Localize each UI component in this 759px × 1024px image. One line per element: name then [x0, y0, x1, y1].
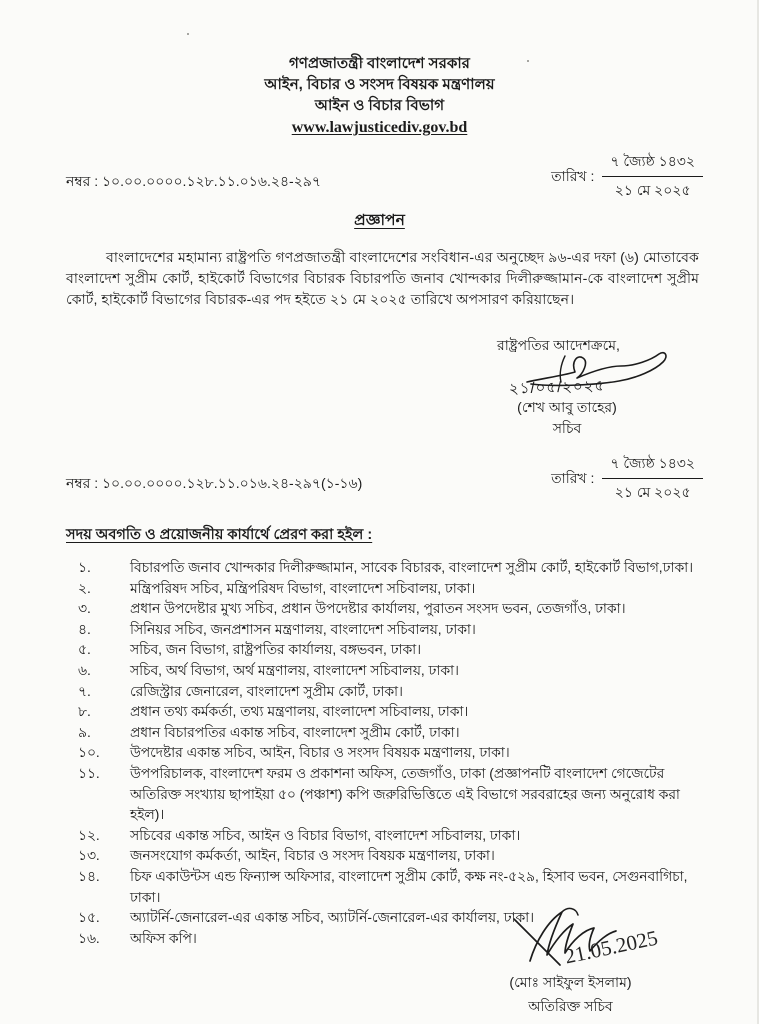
list-item	[78, 764, 715, 826]
notification-title: প্রজ্ঞাপন	[354, 212, 405, 229]
item-text: চিফ একাউন্টস এন্ড ফিন্যান্স অফিসার, বাংলাদেশ সুপ্রীম কোর্ট, কক্ষ নং-৫২৯, হিসাব ভবন, সেগুনবাগিচা, ঢাকা।	[130, 868, 688, 905]
list-item	[78, 599, 715, 620]
notification-body: বাংলাদেশের মহামান্য রাষ্ট্রপতি গণপ্রজাতন্ত্রী বাংলাদেশের সংবিধান-এর অনুচ্ছেদ ৯৬-এর দফা (৬) মোতাবেক বাংলাদেশ সুপ্রীম কোর্ট, হাইকোর্ট বিভাগের বিচারক বিচারপতি জনাব খোন্দকার দিলীরুজ্জামান-কে বাংলাদেশ সুপ্রীম কোর্ট, হাইকোর্ট বিভাগের বিচারক-এর পদ হইতে ২১ মে ২০২৫ তারিখে অপসারণ করিয়াছেন।	[66, 250, 699, 308]
handwritten-date-1: ২১/০৫/২০২৫	[508, 377, 606, 398]
item-text: প্রধান তথ্য কর্মকর্তা, তথ্য মন্ত্রণালয়, বাংলাদেশ সচিবালয়, ঢাকা।	[130, 704, 469, 720]
secretary-name: (শেখ আবু তাহের)	[517, 399, 617, 415]
date-label: তারিখ :	[551, 167, 595, 184]
secretary-designation: সচিব	[552, 420, 582, 436]
list-item	[78, 682, 715, 703]
date-block-1	[551, 150, 703, 203]
ministry-name: আইন, বিচার ও সংসদ বিষয়ক মন্ত্রণালয়	[264, 76, 495, 93]
item-number: ৪.	[78, 621, 91, 637]
item-text: উপপরিচালক, বাংলাদেশ ফরম ও প্রকাশনা অফিস, তেজগাঁও, ঢাকা (প্রজ্ঞাপনটি বাংলাদেশ গেজেটের অতিরিক্ত সংখ্যায় ছাপাইয়া ৫০ (পঞ্চাশ) কপি জরুরিভিত্তিতে এই বিভাগে সরবরাহের জন্য অনুরোধ করা হইল)।	[130, 765, 680, 823]
list-item	[78, 723, 715, 744]
scan-speck	[187, 33, 189, 35]
website-url: www.lawjusticediv.gov.bd	[291, 119, 468, 136]
item-text: প্রধান বিচারপতির একান্ত সচিব, বাংলাদেশ সুপ্রীম কোর্ট, ঢাকা।	[130, 724, 460, 740]
date-label: তারিখ :	[551, 469, 595, 486]
list-item	[78, 620, 715, 641]
item-text: সচিব, জন বিভাগ, রাষ্ট্রপতির কার্যালয়, বঙ্গভবন, ঢাকা।	[130, 642, 422, 658]
item-text: অ্যাটর্নি-জেনারেল-এর একান্ত সচিব, অ্যাটর্নি-জেনারেল-এর কার্যালয়, ঢাকা।	[130, 910, 535, 926]
item-number: ১.	[78, 560, 91, 575]
list-item	[78, 743, 715, 764]
date-block-2	[551, 452, 703, 505]
memo-number-2: নম্বর : ১০.০০.০০০০.১২৮.১১.০১৬.২৪-২৯৭(১-১৬)	[66, 474, 363, 491]
dual-date	[602, 150, 703, 203]
item-number: ১৬.	[78, 930, 100, 946]
gregorian-date: ২১ মে ২০২৫	[614, 484, 691, 500]
list-item	[78, 661, 715, 682]
list-item	[78, 702, 715, 723]
government-name: গণপ্রজাতন্ত্রী বাংলাদেশ সরকার	[289, 55, 470, 72]
memo-number-1: নম্বর : ১০.০০.০০০০.১২৮.১১.০১৬.২৪-২৯৭	[66, 172, 321, 189]
item-number: ১৪.	[78, 868, 100, 884]
list-item	[78, 579, 715, 600]
item-number: ১৫.	[78, 910, 100, 926]
item-number: ১০.	[78, 745, 100, 761]
item-number: ৫.	[78, 642, 91, 658]
item-number: ৯.	[78, 724, 91, 740]
additional-secretary-designation: অতিরিক্ত সচিব	[528, 998, 613, 1014]
distribution-heading: সদয় অবগতি ও প্রয়োজনীয় কার্যার্থে প্রেরণ করা হইল :	[66, 527, 373, 543]
item-text: সচিবের একান্ত সচিব, আইন ও বিচার বিভাগ, বাংলাদেশ সচিবালয়, ঢাকা।	[130, 827, 521, 843]
handwritten-date-2: 21.05.2025	[562, 925, 660, 969]
dual-date	[602, 452, 703, 505]
bangla-date: ৭ জ্যৈষ্ঠ ১৪৩২	[602, 150, 703, 177]
item-text: মন্ত্রিপরিষদ সচিব, মন্ত্রিপরিষদ বিভাগ, বাংলাদেশ সচিবালয়, ঢাকা।	[130, 580, 476, 596]
item-number: ৬.	[78, 662, 91, 678]
item-text: জনসংযোগ কর্মকর্তা, আইন, বিচার ও সংসদ বিষয়ক মন্ত্রণালয়, ঢাকা।	[130, 848, 495, 864]
by-order-text: রাষ্ট্রপতির আদেশক্রমে,	[497, 337, 620, 353]
item-number: ৩.	[78, 601, 91, 617]
item-number: ১২.	[78, 827, 100, 843]
item-text: সচিব, অর্থ বিভাগ, অর্থ মন্ত্রণালয়, বাংলাদেশ সচিবালয়, ঢাকা।	[130, 662, 459, 678]
item-number: ৭.	[78, 683, 91, 699]
list-item	[78, 558, 715, 579]
item-text: রেজিস্ট্রার জেনারেল, বাংলাদেশ সুপ্রীম কোর্ট, ঢাকা।	[130, 683, 403, 699]
list-item	[78, 640, 715, 661]
item-number: ২.	[78, 580, 91, 596]
item-text: বিচারপতি জনাব খোন্দকার দিলীরুজ্জামান, সাবেক বিচারক, বাংলাদেশ সুপ্রীম কোর্ট, হাইকোর্ট বিভাগ,ঢাকা।	[130, 560, 694, 575]
item-number: ৮.	[78, 704, 91, 720]
item-text: অফিস কপি।	[130, 930, 197, 946]
list-item	[78, 826, 715, 847]
list-item	[78, 867, 715, 908]
memo-row-1	[66, 150, 703, 203]
additional-secretary-signature-block	[488, 903, 748, 1018]
item-number: ১১.	[78, 765, 100, 781]
distribution-list	[78, 558, 715, 949]
item-text: উপদেষ্টার একান্ত সচিব, আইন, বিচার ও সংসদ বিষয়ক মন্ত্রণালয়, ঢাকা।	[130, 745, 510, 761]
memo-row-2	[66, 452, 703, 505]
letterhead	[0, 54, 759, 138]
bangla-date: ৭ জ্যৈষ্ঠ ১৪৩২	[602, 452, 703, 479]
list-item	[78, 846, 715, 867]
secretary-signature-block	[497, 334, 672, 438]
additional-secretary-name: (মোঃ সাইফুল ইসলাম)	[509, 974, 632, 990]
division-name: আইন ও বিচার বিভাগ	[314, 97, 445, 114]
item-text: প্রধান উপদেষ্টার মুখ্য সচিব, প্রধান উপদেষ্টার কার্যালয়, পুরাতন সংসদ ভবন, তেজগাঁও, ঢাকা।	[130, 601, 626, 617]
item-text: সিনিয়র সচিব, জনপ্রশাসন মন্ত্রণালয়, বাংলাদেশ সচিবালয়, ঢাকা।	[130, 621, 476, 637]
gregorian-date: ২১ মে ২০২৫	[614, 182, 691, 198]
item-number: ১৩.	[78, 848, 100, 864]
